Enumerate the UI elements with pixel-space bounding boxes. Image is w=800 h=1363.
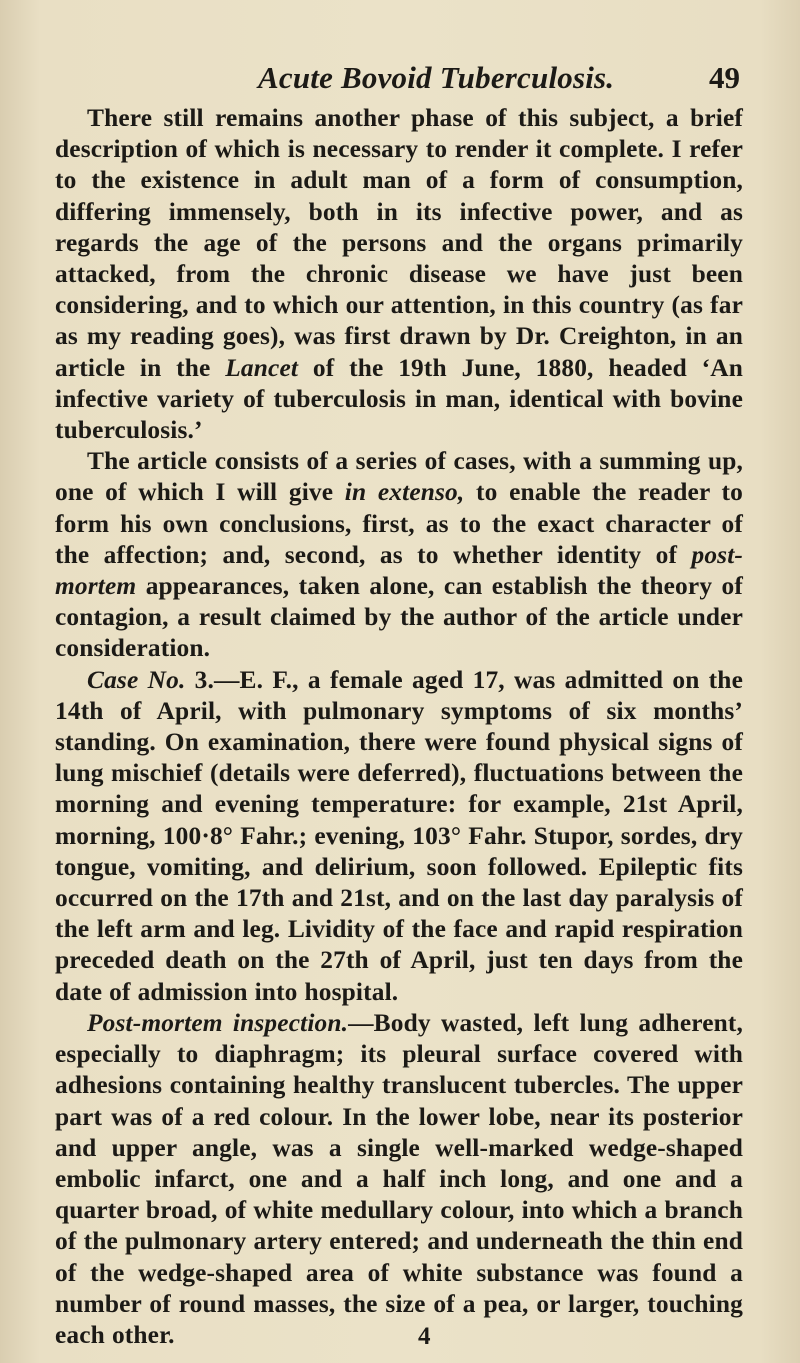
chapter-title: Acute Bovoid Tuberculosis. [258,60,615,95]
paragraph-intro [55,103,743,446]
text-segment: to enable the reader to form his own conclusions, first, as to the exact character of the affection; and, second, as to whether identity of [55,478,743,569]
paragraph-case [55,665,743,1008]
text-segment: The article consists of a series of cases, with a summing up, one of which I will give [55,447,743,507]
body-text [55,103,743,1351]
text-segment: —Body wasted, left lung adherent, especially to diaphragm; its pleural surface covered with adhesions containing healthy translucent tubercles. The upper part was of a red colour. In the lower lobe, near its posterior and upper angle, was a single well-marked wedge-shaped embolic infarct, one and a half inch long, and one and a quarter broad, of white medullary colour, into which a branch of the pulmonary artery entered; and underneath the thin end of the wedge-shaped area of white substance was found a number of round masses, the size of a pea, or larger, touching each other. [55,1008,743,1349]
text-segment: 3.—E. F., a female aged 17, was admitted on the 14th of April, with pulmonary symptoms of six months’ standing. On examination, there were found physical signs of lung mischief (details were deferred), fluctuations between the morning and evening temperature: for example, 21st April, morning, 100·8° Fahr.; evening, 103° Fahr. Stupor, sordes, dry tongue, vomiting, and delirium, soon followed. Epileptic fits occurred on the 17th and 21st, and on the last day paralysis of the left arm and leg. Lividity of the face and rapid respiration preceded death on the 27th of April, just ten days from the date of admission into hospital. [55,665,743,1006]
italic-phrase: in extenso, [344,478,465,507]
running-header [258,58,740,98]
text-segment: There still remains another phase of this subject, a brief description of which is necessary to render it complete. I refer to the existence in adult man of a form of consumption, differing immensely, both in its infective power, and as regards the age of the persons and the organs primarily attacked, from the chronic disease we have just been considering, and to which our attention, in this country (as far as my reading goes), was first drawn by Dr. Creighton, in an article in the [55,104,743,382]
text-segment: appearances, taken alone, can establish the theory of contagion, a result claimed by the author of the article under consideration. [55,572,743,663]
page-number: 49 [709,60,740,95]
section-label: Post-mortem inspection. [87,1008,349,1037]
paragraph-post-mortem [55,1008,743,1351]
italic-phrase: post-mortem [55,540,743,601]
case-label: Case No. [87,665,186,694]
signature-mark: 4 [418,1323,431,1350]
text-segment: of the 19th June, 1880, headed ‘An infective variety of tuberculosis in man, identical with bovine tuberculosis.’ [55,353,743,445]
paragraph-article [55,446,743,664]
journal-name: Lancet [225,353,299,382]
